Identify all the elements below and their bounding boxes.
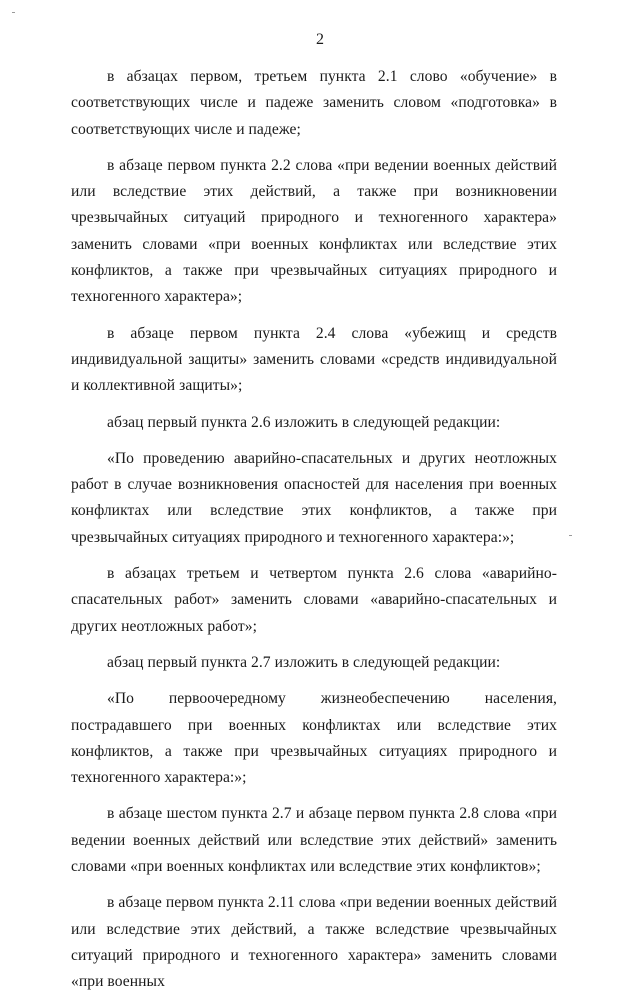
page-number: 2 <box>316 31 324 48</box>
paragraph-7: абзац первый пункта 2.7 изложить в следующей редакции: <box>107 653 501 671</box>
paragraph-4: абзац первый пункта 2.6 изложить в следующей редакции: <box>107 413 501 431</box>
paragraph-2: в абзаце первом пункта 2.2 слова «при ведении военных действий или вследствие этих действий, а также при возникновении чрезвычайных ситуаций природного и техногенного характера» заменить словами «при военных конфликтах или вследствие этих конфликтов, а также при чрезвычайных ситуациях природного и техногенного характера»; <box>71 156 557 306</box>
paragraph-5: «По проведению аварийно-спасательных и других неотложных работ в случае возникновения опасностей для населения при военных конфликтах или вследствие этих конфликтов, а также при чрезвычайных ситуациях природного и техногенного характера:»; <box>71 449 557 546</box>
document-body <box>71 64 557 1006</box>
paragraph-9: в абзаце шестом пункта 2.7 и абзаце первом пункта 2.8 слова «при ведении военных действий или вследствие этих действий» заменить словами «при военных конфликтах или вследствие этих конфликтов»; <box>71 805 557 876</box>
scan-mark-right <box>569 535 572 536</box>
paragraph-1: в абзацах первом, третьем пункта 2.1 слово «обучение» в соответствующих числе и падеже заменить словом «подготовка» в соответствующих числе и падеже; <box>71 68 557 138</box>
paragraph-3: в абзаце первом пункта 2.4 слова «убежищ и средств индивидуальной защиты» заменить словами «средств индивидуальной и коллективной защиты»; <box>71 324 557 395</box>
paragraph-8: «По первоочередному жизнеобеспечению населения, пострадавшего при военных конфликтах или вследствие этих конфликтов, а также при чрезвычайных ситуациях природного и техногенного характера:»; <box>71 690 557 787</box>
paragraph-6: в абзацах третьем и четвертом пункта 2.6 слова «аварийно-спасательных работ» заменить словами «аварийно-спасательных и других неотложных работ»; <box>71 565 557 635</box>
paragraph-10: в абзаце первом пункта 2.11 слова «при ведении военных действий или вследствие этих действий, а также вследствие чрезвычайных ситуаций природного и техногенного характера» заменить словами «при военных <box>71 894 557 991</box>
scan-mark-top-left <box>12 12 15 13</box>
